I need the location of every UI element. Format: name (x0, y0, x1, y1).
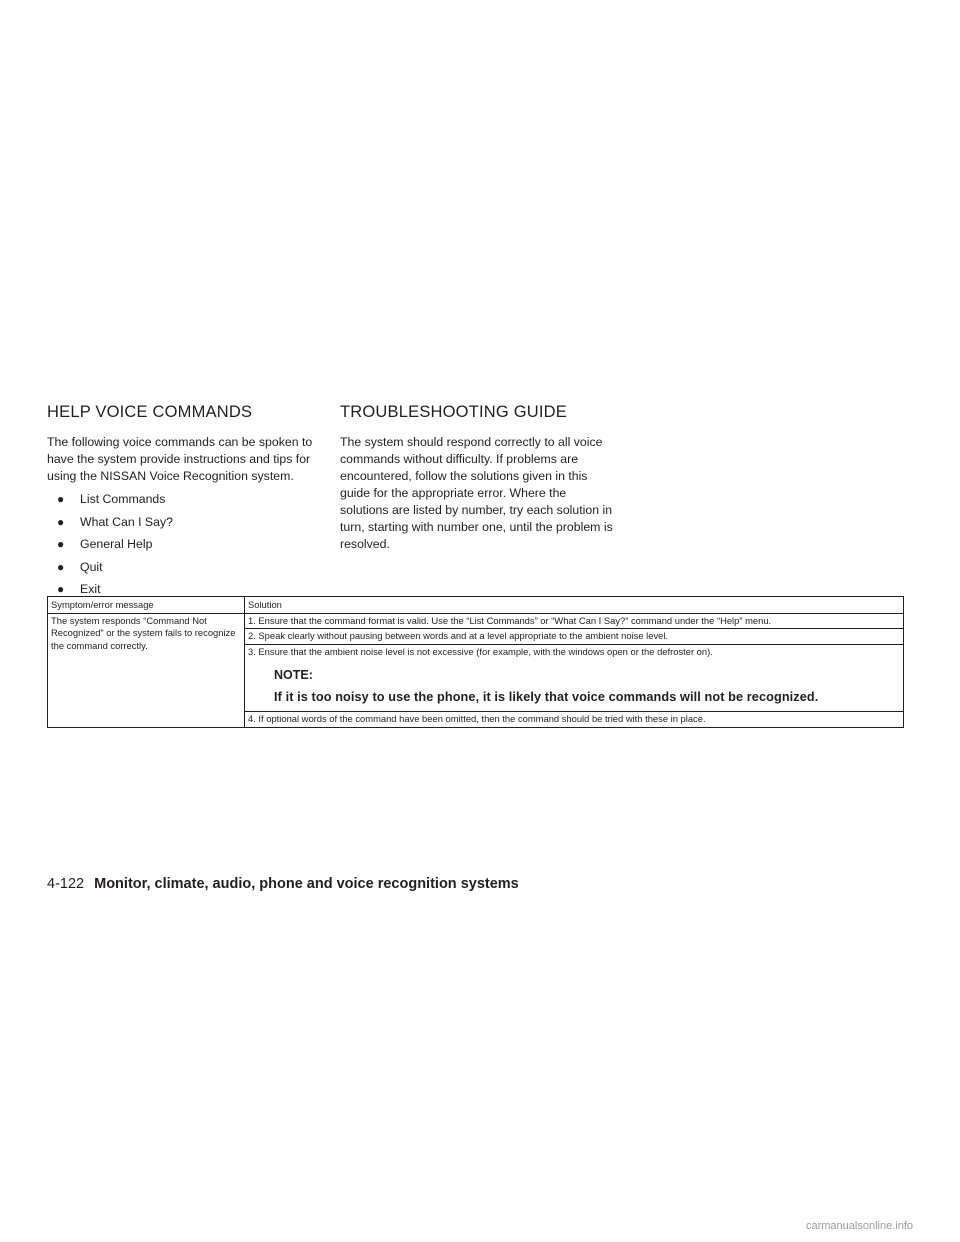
solution-text: 3. Ensure that the ambient noise level is not excessive (for example, with the windows open or the defroster on). (248, 645, 713, 657)
solution-cell-with-note (245, 644, 904, 712)
bullet-icon: ● (57, 492, 65, 506)
page-number: 4-122 (47, 876, 85, 892)
page-footer (47, 876, 519, 892)
help-voice-commands-section (47, 402, 332, 604)
note-title: NOTE: (274, 668, 313, 682)
bullet-icon: ● (57, 582, 65, 596)
solution-cell: 2. Speak clearly without pausing between words and at a level appropriate to the ambient noise level. (245, 629, 904, 645)
watermark: carmanualsonline.info (805, 1220, 913, 1232)
note-text: If it is too noisy to use the phone, it is likely that voice commands will not be recognized. (274, 690, 819, 704)
list-item: ● What Can I Say? (57, 514, 173, 529)
troubleshooting-heading: TROUBLESHOOTING GUIDE (340, 403, 567, 421)
list-item: ● Quit (57, 559, 103, 574)
bullet-icon: ● (57, 514, 65, 529)
table-header-row (48, 597, 904, 614)
help-intro: The following voice commands can be spoken to have the system provide instructions and tips for using the NISSAN Voice Recognition system. (47, 435, 313, 483)
list-item: ● Exit (57, 582, 101, 596)
help-command-list (47, 491, 332, 598)
troubleshooting-table (47, 596, 904, 728)
troubleshooting-intro: The system should respond correctly to all voice commands without difficulty. If problems are encountered, follow the solutions given in this guide for the appropriate error. Where the solutions are listed by number, try each solution in turn, starting with number one, until the problem is resolved. (340, 435, 613, 551)
symptom-cell: The system responds “Command Not Recognized” or the system fails to recognize the command correctly. (48, 613, 245, 727)
section-title: Monitor, climate, audio, phone and voice recognition systems (94, 876, 519, 892)
symptom-header: Symptom/error message (48, 597, 245, 614)
solution-cell: 4. If optional words of the command have been omitted, then the command should be tried with these in place. (245, 712, 904, 728)
bullet-icon: ● (57, 559, 65, 574)
solution-header: Solution (245, 597, 904, 614)
troubleshooting-section (340, 402, 615, 553)
help-heading: HELP VOICE COMMANDS (47, 403, 253, 421)
note-block (248, 658, 900, 710)
list-item: ● General Help (57, 537, 153, 551)
table-row (48, 613, 904, 629)
solution-cell: 1. Ensure that the command format is valid. Use the “List Commands” or “What Can I Say?” command under the “Help” menu. (245, 613, 904, 629)
list-item: ● List Commands (57, 492, 166, 506)
bullet-icon: ● (57, 537, 65, 551)
